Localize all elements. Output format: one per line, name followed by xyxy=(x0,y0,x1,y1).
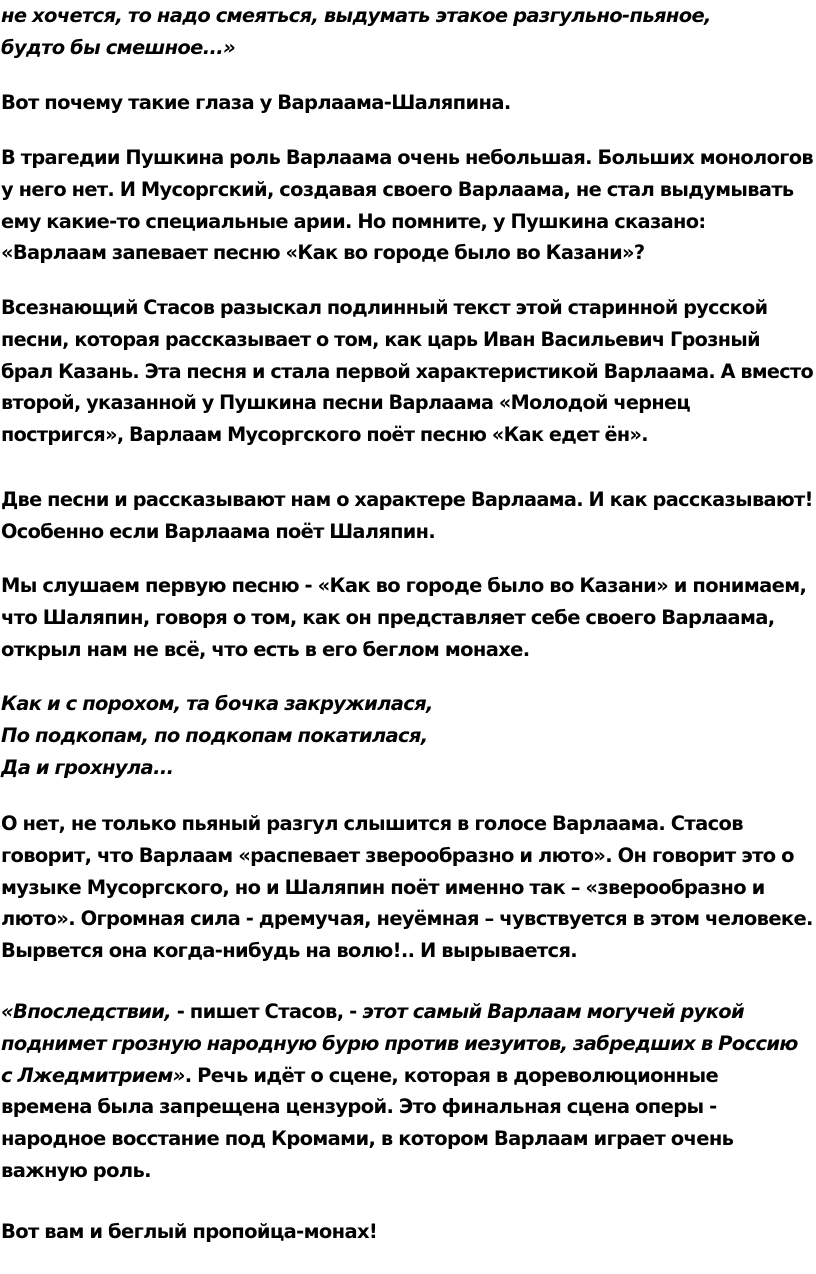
text-line: брал Казань. Эта песня и стала первой характеристикой Варлаама. А вместо xyxy=(1,359,814,383)
text-line: В трагедии Пушкина роль Варлаама очень небольшая. Больших монологов xyxy=(1,146,814,169)
text-line: времена была запрещена цензурой. Это финальная сцена оперы - xyxy=(1,1095,717,1119)
italic-fragment: «Впоследствии, xyxy=(1,1000,172,1023)
text-line: ему какие-то специальные арии. Но помните, у Пушкина сказано: xyxy=(1,209,706,233)
text-line: музыке Мусоргского, но и Шаляпин поёт именно так – «зверообразно и xyxy=(1,875,765,899)
text-line xyxy=(1,1060,798,1092)
text-line: будто бы смешное...» xyxy=(1,35,236,59)
verse-line: Да и грохнула... xyxy=(1,755,174,779)
text-line: Особенно если Варлаама поёт Шаляпин. xyxy=(1,519,436,543)
text-line: важную роль. xyxy=(1,1158,151,1182)
text-line: народное восстание под Кромами, в котором Варлаам играет очень xyxy=(1,1127,734,1151)
text-line: Всезнающий Стасов разыскал подлинный текст этой старинной русской xyxy=(1,296,768,319)
text-line: что Шаляпин, говоря о том, как он представляет себе своего Варлаама, xyxy=(1,605,775,629)
italic-fragment: этот самый Варлаам могучей рукой xyxy=(362,1000,745,1023)
text-line: у него нет. И Мусоргский, создавая своего Варлаама, не стал выдумывать xyxy=(1,177,794,201)
text-line: не хочется, то надо смеяться, выдумать этакое разгульно-пьяное, xyxy=(1,4,711,27)
text-line: говорит, что Варлаам «распевает зверообразно и люто». Он говорит это о xyxy=(1,843,794,867)
text-line: О нет, не только пьяный разгул слышится в голосе Варлаама. Стасов xyxy=(1,812,743,835)
text-fragment: . Речь идёт о сцене, которая в дореволюционные xyxy=(184,1063,719,1087)
text-line: Две песни и рассказывают нам о характере Варлаама. И как рассказывают! xyxy=(1,488,813,511)
paragraph-first-song xyxy=(1,570,806,665)
paragraph-stasov-song xyxy=(1,292,816,451)
italic-fragment: с Лжедмитрием» xyxy=(1,1063,185,1087)
text-fragment: - пишет Стасов, - xyxy=(171,1000,363,1023)
paragraph-two-songs xyxy=(1,484,816,548)
paragraph-not-only-revelry xyxy=(1,808,814,967)
paragraph-varlaam-eyes xyxy=(1,87,511,119)
text-line: Вырвется она когда-нибудь на волю!.. И вырывается. xyxy=(1,939,578,963)
verse-line: Как и с порохом, та бочка закружилася, xyxy=(1,692,433,715)
text-line: песни, которая рассказывает о том, как царь Иван Васильевич Грозный xyxy=(1,327,760,351)
text-line: люто». Огромная сила - дремучая, неуёмная – чувствуется в этом человеке. xyxy=(1,907,813,931)
text-line: Вот почему такие глаза у Варлаама-Шаляпина. xyxy=(1,91,511,114)
paragraph-pushkin-tragedy xyxy=(1,142,816,269)
text-line: открыл нам не всё, что есть в его беглом монахе. xyxy=(1,637,530,661)
text-line: Мы слушаем первую песню - «Как во городе было во Казани» и понимаем, xyxy=(1,574,807,597)
verse-line: По подкопам, по подкопам покатилася, xyxy=(1,723,428,747)
paragraph-closing xyxy=(1,1216,377,1248)
text-line xyxy=(1,996,798,1028)
paragraph-song-verse xyxy=(1,688,433,783)
paragraph-stasov-quote xyxy=(1,996,798,1187)
text-line: второй, указанной у Пушкина песни Варлаама «Молодой чернец xyxy=(1,391,691,415)
paragraph-quote-ending xyxy=(1,0,711,64)
text-line: поднимет грозную народную бурю против иезуитов, забредших в Россию xyxy=(1,1031,798,1055)
text-line: постригся», Варлаам Мусоргского поёт песню «Как едет ён». xyxy=(1,423,648,447)
text-line: Вот вам и беглый пропойца-монах! xyxy=(1,1220,378,1243)
text-line: «Варлаам запевает песню «Как во городе было во Казани»? xyxy=(1,241,645,265)
